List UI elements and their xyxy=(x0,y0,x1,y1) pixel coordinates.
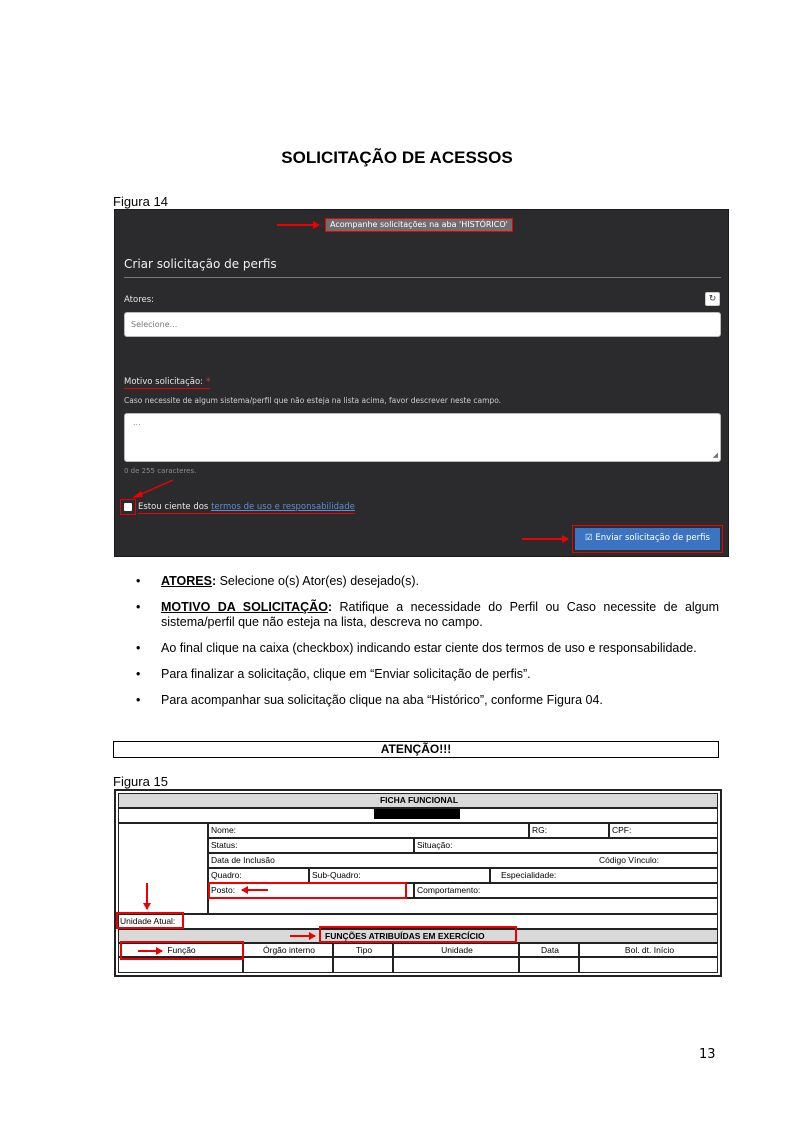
terms-checkbox-highlight xyxy=(120,499,136,515)
submit-button[interactable]: ☑ Enviar solicitação de perfis xyxy=(575,528,720,550)
funcoes-arrow xyxy=(290,935,315,937)
list-item: • ATORES: Selecione o(s) Ator(es) desejado(s). xyxy=(136,574,719,589)
posto-highlight xyxy=(208,882,407,899)
list-item: • Para acompanhar sua solicitação clique na aba “Histórico”, conforme Figura 04. xyxy=(136,693,719,708)
figure-14-screenshot xyxy=(114,209,729,557)
column-header: Tipo xyxy=(333,943,393,957)
list-item: • Ao final clique na caixa (checkbox) indicando estar ciente dos termos de uso e responsabilidade. xyxy=(136,641,719,656)
submit-arrow xyxy=(522,538,568,540)
quadro-field: Quadro: xyxy=(208,868,309,883)
motivo-hint: Caso necessite de algum sistema/perfil que não esteja na lista acima, favor descrever neste campo. xyxy=(124,396,502,405)
empty-row xyxy=(208,898,718,914)
terms-checkbox[interactable] xyxy=(124,503,132,511)
list-item: • MOTIVO DA SOLICITAÇÃO: Ratifique a necessidade do Perfil ou Caso necessite de algum sistema/perfil que não esteja na lista, descreva no campo. xyxy=(136,600,719,630)
atores-select[interactable]: Selecione... xyxy=(124,312,721,337)
resize-grip-icon[interactable]: ◢ xyxy=(712,451,718,459)
unidade-arrow xyxy=(146,883,148,909)
page-title: SOLICITAÇÃO DE ACESSOS xyxy=(281,148,513,167)
instructions-list xyxy=(136,574,719,719)
posto-field: Posto: xyxy=(208,883,414,898)
motivo-label-text: Motivo solicitação: xyxy=(124,377,204,387)
textarea-placeholder: ... xyxy=(133,418,141,427)
sub-quadro-field: Sub-Quadro: xyxy=(309,868,490,883)
posto-arrow xyxy=(242,889,268,891)
submit-highlight xyxy=(572,525,723,553)
redacted-name xyxy=(374,809,460,819)
figure-15-label: Figura 15 xyxy=(113,774,168,789)
funcao-arrow xyxy=(138,950,162,952)
data-inclusao-field: Data de Inclusão xyxy=(208,853,718,868)
refresh-icon[interactable]: ↻ xyxy=(705,292,720,306)
table-cell xyxy=(579,957,718,973)
atores-label: Atores: xyxy=(124,295,155,305)
table-cell xyxy=(243,957,333,973)
list-item: • Para finalizar a solicitação, clique em “Enviar solicitação de perfis”. xyxy=(136,667,719,682)
terms-label xyxy=(138,502,355,514)
nome-field: Nome: xyxy=(208,823,529,838)
unidade-atual-field: Unidade Atual: xyxy=(120,916,176,926)
table-cell xyxy=(519,957,579,973)
especialidade-field: Especialidade: xyxy=(490,868,718,883)
ficha-title: FICHA FUNCIONAL xyxy=(118,793,718,808)
column-header: Data xyxy=(519,943,579,957)
figure-14-label: Figura 14 xyxy=(113,194,168,209)
column-header: Órgão interno xyxy=(243,943,333,957)
terms-prefix: Estou ciente dos xyxy=(138,502,212,512)
column-header: Função xyxy=(118,943,243,957)
funcoes-title: FUNÇÕES ATRIBUÍDAS EM EXERCÍCIO xyxy=(325,931,485,941)
unidade-highlight xyxy=(116,912,184,929)
funcoes-highlight xyxy=(319,926,517,943)
divider xyxy=(124,277,721,278)
situacao-field: Situação: xyxy=(414,838,718,853)
terms-link[interactable]: termos de uso e responsabilidade xyxy=(211,502,355,512)
motivo-label xyxy=(124,377,210,389)
codigo-vinculo-field: Código Vínculo: xyxy=(599,855,660,865)
comportamento-field: Comportamento: xyxy=(414,883,718,898)
checkbox-arrow xyxy=(129,478,177,500)
column-header: Bol. dt. Início xyxy=(579,943,718,957)
rg-field: RG: xyxy=(529,823,609,838)
table-cell xyxy=(333,957,393,973)
photo-cell xyxy=(118,823,208,914)
highlight-arrow xyxy=(277,224,319,226)
required-mark: * xyxy=(206,377,211,387)
motivo-textarea[interactable] xyxy=(124,413,721,462)
char-counter: 0 de 255 caracteres. xyxy=(124,467,197,475)
cpf-field: CPF: xyxy=(609,823,718,838)
figure-15-ficha-funcional xyxy=(114,789,722,977)
column-header: Unidade xyxy=(393,943,519,957)
table-cell xyxy=(393,957,519,973)
attention-banner: ATENÇÃO!!! xyxy=(113,741,719,758)
form-title: Criar solicitação de perfis xyxy=(124,257,277,271)
status-field: Status: xyxy=(208,838,414,853)
page-number: 13 xyxy=(699,1047,716,1062)
history-banner[interactable]: Acompanhe solicitações na aba 'HISTÓRICO' xyxy=(325,218,513,232)
